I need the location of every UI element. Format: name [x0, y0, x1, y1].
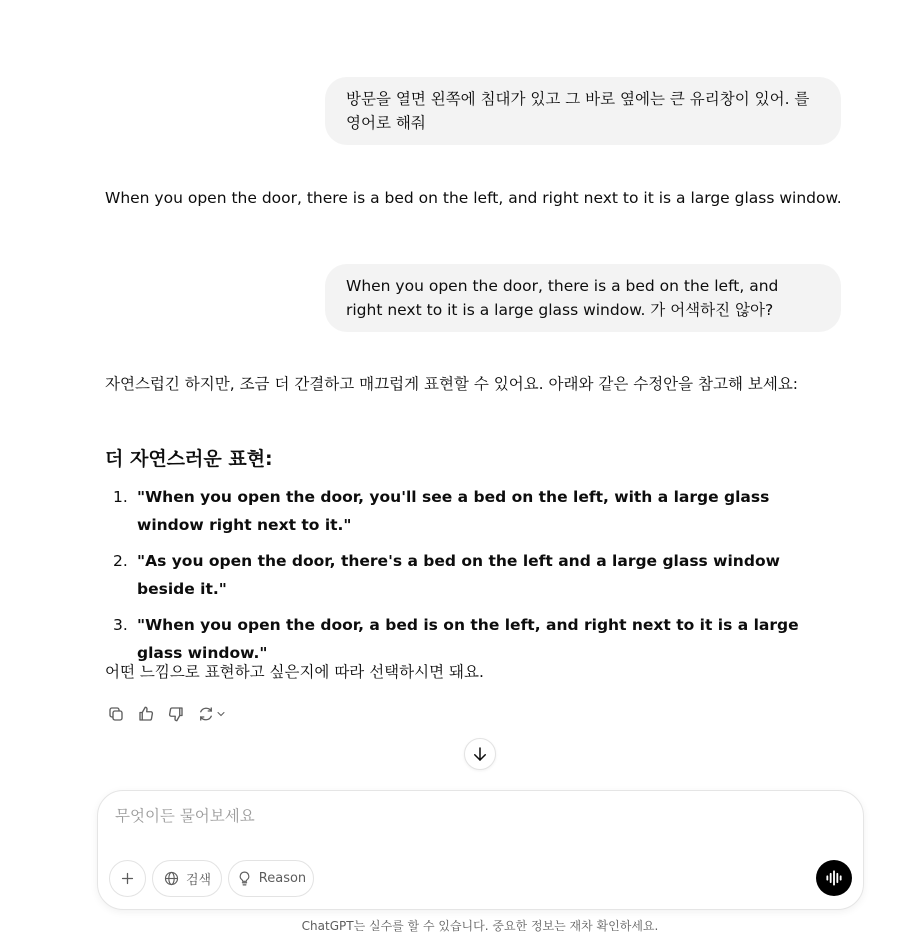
assistant-message-intro	[105, 370, 845, 398]
assistant-message-outro	[105, 658, 845, 686]
suggestion-text: "As you open the door, there's a bed on the left and a large glass window beside it."	[137, 552, 780, 598]
arrow-down-icon	[471, 745, 489, 763]
plus-icon	[119, 870, 136, 887]
suggestion-list	[105, 483, 825, 675]
suggestion-item	[105, 547, 825, 603]
assistant-message-text: When you open the door, there is a bed on the left, and right next to it is a large glass window.	[105, 189, 842, 207]
suggestion-number: 3.	[113, 616, 128, 634]
reason-button[interactable]	[228, 860, 314, 897]
suggestion-text: "When you open the door, you'll see a bed on the left, with a large glass window right next to it."	[137, 488, 770, 534]
voice-waveform-icon	[824, 868, 844, 888]
search-button[interactable]	[152, 860, 222, 897]
user-message-1	[325, 77, 841, 145]
globe-icon	[163, 870, 180, 887]
reason-label: Reason	[258, 871, 307, 886]
copy-button[interactable]	[104, 702, 128, 726]
scroll-to-bottom-button[interactable]	[464, 738, 496, 770]
disclaimer-text: ChatGPT는 실수를 할 수 있습니다. 중요한 정보는 재차 확인하세요.	[301, 919, 659, 933]
thumbs-down-icon	[167, 705, 185, 723]
regenerate-button[interactable]	[194, 702, 230, 726]
user-message-2	[325, 264, 841, 332]
copy-icon	[107, 705, 125, 723]
search-label: 검색	[185, 873, 212, 888]
voice-mode-button[interactable]	[816, 860, 852, 896]
thumbs-up-button[interactable]	[134, 702, 158, 726]
chevron-down-icon	[215, 708, 227, 720]
assistant-intro-text: 자연스럽긴 하지만, 조금 더 간결하고 매끄럽게 표현할 수 있어요. 아래와 같은 수정안을 참고해 보세요:	[105, 375, 799, 393]
prompt-input[interactable]	[115, 803, 815, 829]
assistant-message-1	[105, 184, 845, 212]
assistant-outro-text: 어떤 느낌으로 표현하고 싶은지에 따라 선택하시면 돼요.	[105, 663, 484, 681]
thumbs-up-icon	[137, 705, 155, 723]
suggestion-text: "When you open the door, a bed is on the left, and right next to it is a large glass window."	[137, 616, 799, 662]
message-actions	[104, 702, 230, 726]
suggestion-item	[105, 483, 825, 539]
user-message-text: When you open the door, there is a bed on the left, and right next to it is a large glass window. 가 어색하진 않아?	[346, 277, 779, 319]
user-message-text: 방문을 열면 왼쪽에 침대가 있고 그 바로 옆에는 큰 유리창이 있어. 를 영어로 해줘	[346, 90, 810, 132]
suggestion-number: 2.	[113, 552, 128, 570]
suggestion-number: 1.	[113, 488, 128, 506]
composer	[97, 790, 864, 910]
attach-button[interactable]	[109, 860, 146, 897]
regenerate-icon	[197, 705, 215, 723]
thumbs-down-button[interactable]	[164, 702, 188, 726]
assistant-heading: 더 자연스러운 표현:	[105, 448, 273, 470]
lightbulb-icon	[236, 870, 253, 887]
